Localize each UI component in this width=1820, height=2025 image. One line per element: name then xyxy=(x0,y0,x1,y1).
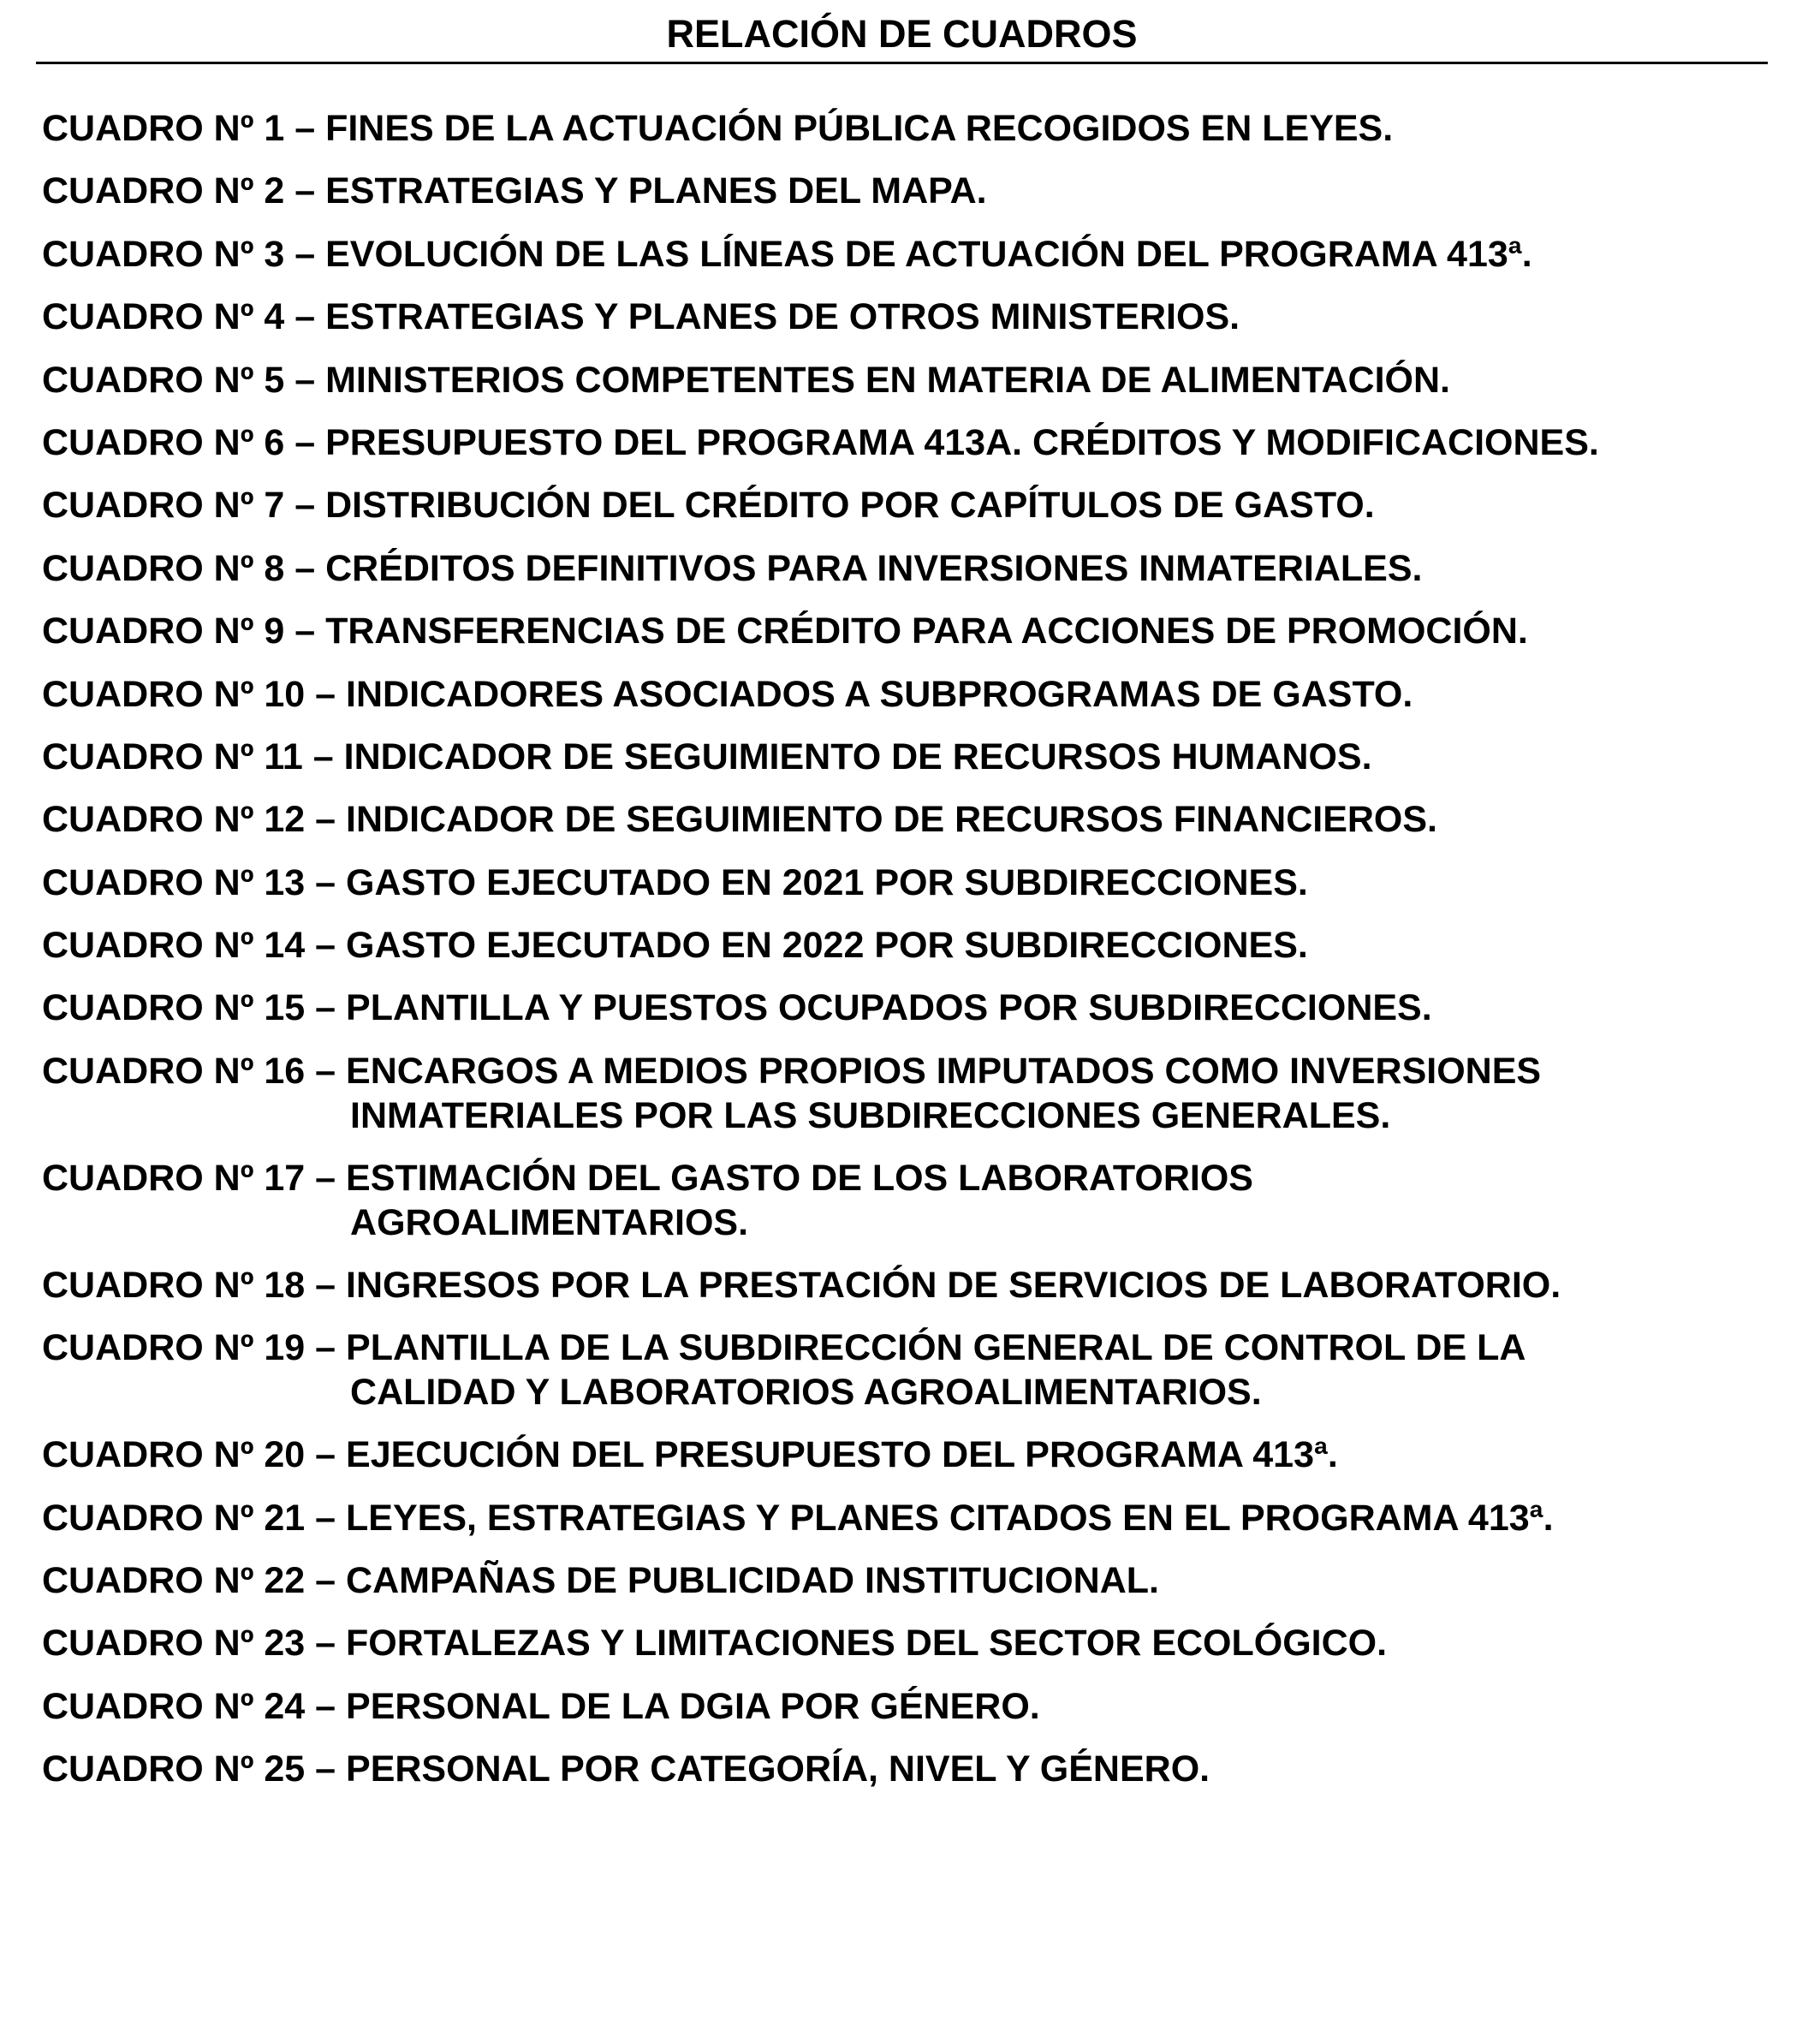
list-item-cuadro-17 xyxy=(42,1156,1788,1263)
list-item-cuadro-1 xyxy=(42,106,1788,169)
item-title xyxy=(325,546,1422,591)
item-title-line-continuation: INMATERIALES POR LAS SUBDIRECCIONES GENERALES. xyxy=(350,1094,1391,1136)
list-item-cuadro-23 xyxy=(42,1621,1788,1683)
item-prefix: CUADRO Nº 18 – xyxy=(42,1264,347,1306)
item-prefix: CUADRO Nº 14 – xyxy=(42,925,347,967)
item-title xyxy=(346,923,1308,968)
item-title-line: MINISTERIOS COMPETENTES EN MATERIA DE ALIMENTACIÓN. xyxy=(325,359,1451,401)
list-item-cuadro-24 xyxy=(42,1684,1788,1747)
list-item-cuadro-12 xyxy=(42,797,1788,860)
item-title-line: INGRESOS POR LA PRESTACIÓN DE SERVICIOS DE LABORATORIO. xyxy=(346,1264,1561,1306)
list-item-cuadro-6 xyxy=(42,420,1788,483)
item-title-line: PERSONAL DE LA DGIA POR GÉNERO. xyxy=(346,1685,1040,1727)
item-prefix: CUADRO Nº 7 – xyxy=(42,485,326,527)
item-title xyxy=(325,295,1240,339)
item-prefix: CUADRO Nº 5 – xyxy=(42,359,326,401)
item-title-line: PLANTILLA Y PUESTOS OCUPADOS POR SUBDIRECCIONES. xyxy=(346,987,1432,1029)
item-prefix: CUADRO Nº 3 – xyxy=(42,233,326,275)
item-title-line: PERSONAL POR CATEGORÍA, NIVEL Y GÉNERO. xyxy=(346,1748,1210,1790)
list-item-cuadro-20 xyxy=(42,1432,1788,1495)
item-title xyxy=(346,1325,1526,1415)
item-title-line: ESTRATEGIAS Y PLANES DEL MAPA. xyxy=(325,170,987,212)
item-prefix: CUADRO Nº 20 – xyxy=(42,1434,347,1476)
item-title-line: INDICADOR DE SEGUIMIENTO DE RECURSOS FINANCIEROS. xyxy=(346,799,1438,841)
item-title-line: INDICADOR DE SEGUIMIENTO DE RECURSOS HUMANOS. xyxy=(343,736,1372,777)
list-item-cuadro-13 xyxy=(42,861,1788,923)
item-title-line: EVOLUCIÓN DE LAS LÍNEAS DE ACTUACIÓN DEL PROGRAMA 413ª. xyxy=(325,233,1532,275)
item-prefix: CUADRO Nº 22 – xyxy=(42,1560,347,1602)
list-item-cuadro-3 xyxy=(42,232,1788,295)
item-title xyxy=(325,232,1532,277)
item-title xyxy=(325,420,1599,465)
item-title xyxy=(325,609,1528,653)
item-prefix: CUADRO Nº 19 – xyxy=(42,1327,347,1369)
item-title-line: INDICADORES ASOCIADOS A SUBPROGRAMAS DE GASTO. xyxy=(346,673,1413,715)
item-title-line: ESTRATEGIAS Y PLANES DE OTROS MINISTERIOS. xyxy=(325,296,1240,338)
item-prefix: CUADRO Nº 1 – xyxy=(42,108,326,149)
item-title xyxy=(325,358,1450,402)
item-prefix: CUADRO Nº 2 – xyxy=(42,170,326,212)
item-title-line: TRANSFERENCIAS DE CRÉDITO PARA ACCIONES DE PROMOCIÓN. xyxy=(325,610,1528,652)
item-prefix: CUADRO Nº 10 – xyxy=(42,673,347,715)
item-title xyxy=(325,169,987,213)
item-title xyxy=(346,1496,1554,1540)
item-title-line-continuation: CALIDAD Y LABORATORIOS AGROALIMENTARIOS. xyxy=(350,1372,1262,1414)
list-item-cuadro-2 xyxy=(42,169,1788,231)
item-prefix: CUADRO Nº 21 – xyxy=(42,1497,347,1539)
item-title-line: FINES DE LA ACTUACIÓN PÚBLICA RECOGIDOS EN LEYES. xyxy=(325,108,1394,149)
item-prefix: CUADRO Nº 6 – xyxy=(42,421,326,463)
list-item-cuadro-11 xyxy=(42,735,1788,797)
item-title-line: CAMPAÑAS DE PUBLICIDAD INSTITUCIONAL. xyxy=(346,1560,1159,1602)
item-title-line: EJECUCIÓN DEL PRESUPUESTO DEL PROGRAMA 413ª. xyxy=(346,1434,1338,1476)
item-title-line: PRESUPUESTO DEL PROGRAMA 413A. CRÉDITOS Y MODIFICACIONES. xyxy=(325,421,1599,463)
item-title xyxy=(346,861,1308,905)
list-item-cuadro-18 xyxy=(42,1263,1788,1325)
list-item-cuadro-8 xyxy=(42,546,1788,609)
item-title xyxy=(346,672,1413,717)
item-title xyxy=(325,483,1375,527)
item-title-line: PLANTILLA DE LA SUBDIRECCIÓN GENERAL DE CONTROL DE LA xyxy=(346,1327,1526,1369)
item-title-line: DISTRIBUCIÓN DEL CRÉDITO POR CAPÍTULOS DE GASTO. xyxy=(325,485,1375,527)
item-prefix: CUADRO Nº 8 – xyxy=(42,547,326,589)
item-title-line: GASTO EJECUTADO EN 2021 POR SUBDIRECCIONES. xyxy=(346,861,1308,903)
item-title xyxy=(346,1747,1210,1791)
list-item-cuadro-19 xyxy=(42,1325,1788,1432)
list-item-cuadro-14 xyxy=(42,923,1788,986)
page-header xyxy=(36,0,1768,64)
item-title-line: CRÉDITOS DEFINITIVOS PARA INVERSIONES INMATERIALES. xyxy=(325,547,1423,589)
item-title xyxy=(346,1621,1387,1665)
item-prefix: CUADRO Nº 13 – xyxy=(42,861,347,903)
item-prefix: CUADRO Nº 11 – xyxy=(42,736,344,777)
item-title-line: ENCARGOS A MEDIOS PROPIOS IMPUTADOS COMO INVERSIONES xyxy=(346,1050,1542,1092)
item-title xyxy=(346,1156,1253,1245)
item-prefix: CUADRO Nº 15 – xyxy=(42,987,347,1029)
item-prefix: CUADRO Nº 17 – xyxy=(42,1157,347,1199)
item-title xyxy=(346,1558,1159,1603)
item-title xyxy=(344,735,1372,779)
list-item-cuadro-5 xyxy=(42,358,1788,420)
item-title-line: FORTALEZAS Y LIMITACIONES DEL SECTOR ECOLÓGICO. xyxy=(346,1623,1388,1665)
page-title: RELACIÓN DE CUADROS xyxy=(666,12,1138,56)
item-prefix: CUADRO Nº 25 – xyxy=(42,1748,347,1790)
list-item-cuadro-15 xyxy=(42,986,1788,1048)
list-item-cuadro-21 xyxy=(42,1496,1788,1558)
list-item-cuadro-9 xyxy=(42,609,1788,671)
item-prefix: CUADRO Nº 16 – xyxy=(42,1050,347,1092)
item-title xyxy=(346,1049,1541,1138)
item-title-line-continuation: AGROALIMENTARIOS. xyxy=(350,1201,749,1243)
item-prefix: CUADRO Nº 24 – xyxy=(42,1685,347,1727)
item-title-line: LEYES, ESTRATEGIAS Y PLANES CITADOS EN EL PROGRAMA 413ª. xyxy=(346,1497,1554,1539)
item-prefix: CUADRO Nº 9 – xyxy=(42,610,326,652)
item-prefix: CUADRO Nº 12 – xyxy=(42,799,347,841)
list-item-cuadro-16 xyxy=(42,1049,1788,1156)
item-title-line: GASTO EJECUTADO EN 2022 POR SUBDIRECCIONES. xyxy=(346,925,1308,967)
item-title xyxy=(346,1432,1338,1477)
item-title xyxy=(346,986,1432,1030)
item-title xyxy=(346,1263,1561,1307)
item-prefix: CUADRO Nº 23 – xyxy=(42,1623,347,1665)
item-title xyxy=(346,797,1437,842)
table-list xyxy=(42,106,1788,1810)
list-item-cuadro-4 xyxy=(42,295,1788,357)
item-prefix: CUADRO Nº 4 – xyxy=(42,296,326,338)
item-title-line: ESTIMACIÓN DEL GASTO DE LOS LABORATORIOS xyxy=(346,1157,1253,1199)
list-item-cuadro-7 xyxy=(42,483,1788,545)
list-item-cuadro-25 xyxy=(42,1747,1788,1809)
item-title xyxy=(325,106,1393,151)
list-item-cuadro-10 xyxy=(42,672,1788,735)
list-item-cuadro-22 xyxy=(42,1558,1788,1621)
item-title xyxy=(346,1684,1040,1729)
